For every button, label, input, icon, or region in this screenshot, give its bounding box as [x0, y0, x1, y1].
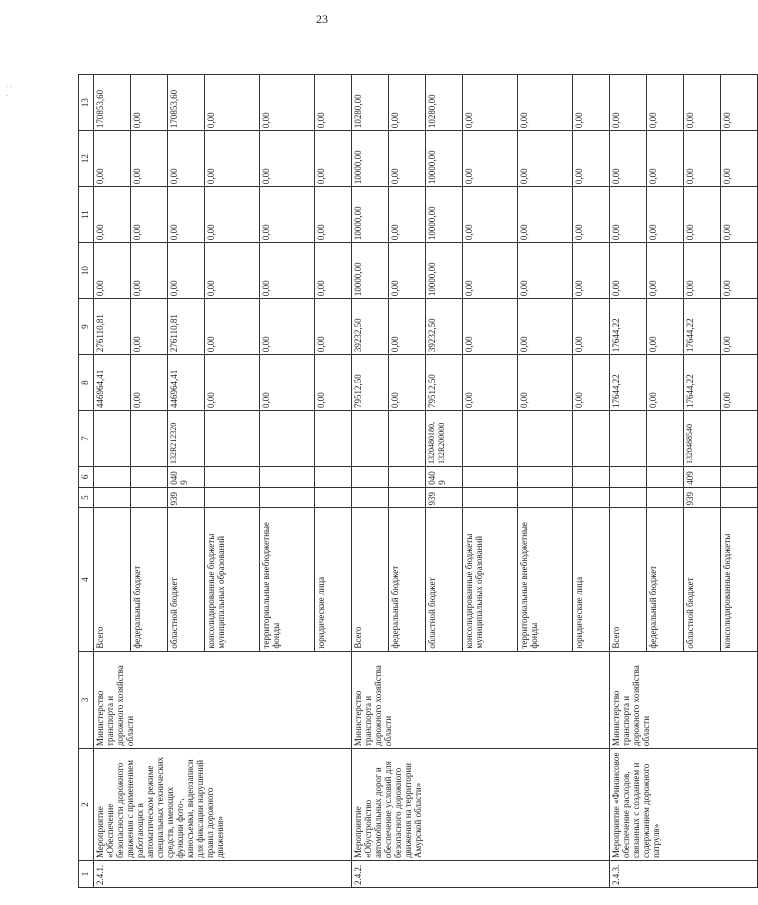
value-c9: 0,00 [721, 299, 758, 355]
value-c8: 0,00 [389, 355, 426, 411]
scan-artifact: . . . [6, 80, 12, 98]
value-c13: 0,00 [205, 75, 260, 131]
measure-number: 2.4.3. [610, 861, 758, 888]
value-c11: 0,00 [94, 187, 131, 243]
value-c6 [131, 467, 168, 488]
measure-executor: Министерство транспорта и дорожного хозяйства области [94, 651, 352, 748]
value-c11: 0,00 [518, 187, 573, 243]
funding-source: консолидированные бюджеты муниципальных образований [463, 508, 518, 651]
value-c11: 0,00 [721, 187, 758, 243]
value-c8: 17644,22 [610, 355, 647, 411]
value-c10: 0,00 [205, 243, 260, 299]
value-c12: 0,00 [573, 131, 610, 187]
value-c6 [352, 467, 389, 488]
value-c8: 446964,41 [94, 355, 131, 411]
table-row [610, 75, 647, 888]
value-c12: 0,00 [610, 131, 647, 187]
value-c8: 79512,50 [352, 355, 389, 411]
value-c5 [260, 487, 315, 508]
value-c8: 0,00 [463, 355, 518, 411]
value-c11: 10000,00 [426, 187, 463, 243]
value-c13: 0,00 [610, 75, 647, 131]
page-number: 23 [316, 12, 328, 26]
value-c11: 0,00 [647, 187, 684, 243]
value-c13: 0,00 [721, 75, 758, 131]
value-c8: 0,00 [647, 355, 684, 411]
value-c7 [721, 411, 758, 467]
measure-name: Мероприятие «Финансовое обеспечение расходов, связанных с созданием и содержанием дорожного патруля» [610, 749, 758, 861]
column-number-11: 11 [79, 187, 94, 243]
value-c7 [518, 411, 573, 467]
value-c6 [573, 467, 610, 488]
funding-source: Всего [352, 508, 389, 651]
value-c11: 0,00 [131, 187, 168, 243]
value-c13: 0,00 [684, 75, 721, 131]
value-c10: 0,00 [389, 243, 426, 299]
value-c9: 0,00 [518, 299, 573, 355]
value-c12: 0,00 [168, 131, 205, 187]
value-c7 [610, 411, 647, 467]
funding-source: консолидированные бюджеты [721, 508, 758, 651]
value-c9: 17644,22 [684, 299, 721, 355]
value-c5 [647, 487, 684, 508]
value-c13: 0,00 [315, 75, 352, 131]
value-c13: 170853,60 [168, 75, 205, 131]
value-c7 [352, 411, 389, 467]
value-c7 [131, 411, 168, 467]
value-c6: 0409 [426, 467, 463, 488]
value-c7 [463, 411, 518, 467]
value-c11: 0,00 [168, 187, 205, 243]
value-c6: 0409 [168, 467, 205, 488]
value-c12: 10000,00 [426, 131, 463, 187]
column-number-3: 3 [79, 651, 94, 748]
table-row [94, 75, 131, 888]
value-c5 [610, 487, 647, 508]
value-c10: 0,00 [315, 243, 352, 299]
funding-source: юридические лица [573, 508, 610, 651]
funding-source: областной бюджет [168, 508, 205, 651]
value-c9: 0,00 [131, 299, 168, 355]
funding-source: юридические лица [315, 508, 352, 651]
value-c6 [463, 467, 518, 488]
value-c9: 0,00 [260, 299, 315, 355]
value-c5 [315, 487, 352, 508]
value-c13: 170853,60 [94, 75, 131, 131]
measure-executor: Министерство транспорта и дорожного хозяйства области [610, 651, 758, 748]
value-c5 [573, 487, 610, 508]
value-c10: 0,00 [721, 243, 758, 299]
value-c11: 0,00 [573, 187, 610, 243]
column-number-8: 8 [79, 355, 94, 411]
value-c12: 10000,00 [352, 131, 389, 187]
value-c9: 17644,22 [610, 299, 647, 355]
value-c8: 0,00 [205, 355, 260, 411]
value-c6 [389, 467, 426, 488]
value-c8: 446964,41 [168, 355, 205, 411]
value-c13: 0,00 [518, 75, 573, 131]
value-c7 [260, 411, 315, 467]
value-c12: 0,00 [647, 131, 684, 187]
column-number-13: 13 [79, 75, 94, 131]
value-c6: 409 [684, 467, 721, 488]
value-c8: 79512,50 [426, 355, 463, 411]
value-c12: 0,00 [721, 131, 758, 187]
value-c13: 10280,00 [426, 75, 463, 131]
value-c6 [647, 467, 684, 488]
value-c8: 0,00 [260, 355, 315, 411]
value-c8: 0,00 [573, 355, 610, 411]
value-c10: 0,00 [647, 243, 684, 299]
value-c9: 276110,81 [168, 299, 205, 355]
value-c5 [205, 487, 260, 508]
value-c11: 0,00 [205, 187, 260, 243]
value-c7 [205, 411, 260, 467]
value-c7: 1320480180, 132R200000 [426, 411, 463, 467]
value-c5 [352, 487, 389, 508]
value-c13: 10280,00 [352, 75, 389, 131]
header-row [79, 75, 94, 888]
value-c5: 939 [426, 487, 463, 508]
value-c7 [389, 411, 426, 467]
value-c10: 0,00 [610, 243, 647, 299]
column-number-2: 2 [79, 749, 94, 861]
funding-source: федеральный бюджет [389, 508, 426, 651]
measure-executor: Министерство транспорта и дорожного хозяйства области [352, 651, 610, 748]
value-c7 [573, 411, 610, 467]
column-number-7: 7 [79, 411, 94, 467]
value-c12: 0,00 [131, 131, 168, 187]
value-c11: 0,00 [315, 187, 352, 243]
value-c9: 39232,50 [426, 299, 463, 355]
value-c12: 0,00 [518, 131, 573, 187]
value-c11: 0,00 [260, 187, 315, 243]
value-c13: 0,00 [463, 75, 518, 131]
value-c5 [131, 487, 168, 508]
value-c6 [315, 467, 352, 488]
value-c10: 10000,00 [426, 243, 463, 299]
measure-number: 2.4.2. [352, 861, 610, 888]
value-c5: 939 [168, 487, 205, 508]
value-c9: 0,00 [647, 299, 684, 355]
value-c13: 0,00 [131, 75, 168, 131]
value-c12: 0,00 [463, 131, 518, 187]
value-c13: 0,00 [647, 75, 684, 131]
value-c9: 0,00 [205, 299, 260, 355]
funding-source: областной бюджет [684, 508, 721, 651]
value-c6 [94, 467, 131, 488]
value-c13: 0,00 [573, 75, 610, 131]
value-c7 [315, 411, 352, 467]
value-c10: 0,00 [131, 243, 168, 299]
value-c12: 0,00 [315, 131, 352, 187]
column-number-9: 9 [79, 299, 94, 355]
value-c7: 132R212320 [168, 411, 205, 467]
column-number-5: 5 [79, 487, 94, 508]
funding-source: Всего [94, 508, 131, 651]
column-number-4: 4 [79, 508, 94, 651]
value-c7: 1320488540 [684, 411, 721, 467]
measure-name: Мероприятие «Обеспечение безопасности дорожного движения с применением работающих в автоматическом режиме специальных технических средств, имеющих функции фото-, киносъемки, видеозаписи для фиксации нарушений правил дорожного движения» [94, 749, 352, 861]
value-c10: 0,00 [94, 243, 131, 299]
measure-number: 2.4.1. [94, 861, 352, 888]
value-c6 [205, 467, 260, 488]
value-c12: 0,00 [389, 131, 426, 187]
value-c12: 0,00 [205, 131, 260, 187]
value-c10: 10000,00 [352, 243, 389, 299]
column-number-12: 12 [79, 131, 94, 187]
value-c13: 0,00 [389, 75, 426, 131]
value-c12: 0,00 [684, 131, 721, 187]
value-c10: 0,00 [684, 243, 721, 299]
column-number-6: 6 [79, 467, 94, 488]
value-c5 [389, 487, 426, 508]
value-c8: 0,00 [518, 355, 573, 411]
value-c10: 0,00 [518, 243, 573, 299]
budget-table [78, 74, 758, 888]
value-c5 [721, 487, 758, 508]
column-number-1: 1 [79, 861, 94, 888]
value-c8: 0,00 [131, 355, 168, 411]
funding-source: Всего [610, 508, 647, 651]
value-c10: 0,00 [260, 243, 315, 299]
value-c10: 0,00 [573, 243, 610, 299]
value-c5 [94, 487, 131, 508]
value-c8: 0,00 [721, 355, 758, 411]
value-c6 [721, 467, 758, 488]
funding-source: территориальные внебюджетные фонды [518, 508, 573, 651]
budget-table-rotated [78, 74, 732, 888]
funding-source: федеральный бюджет [647, 508, 684, 651]
value-c5 [518, 487, 573, 508]
value-c9: 0,00 [389, 299, 426, 355]
column-number-10: 10 [79, 243, 94, 299]
value-c9: 0,00 [573, 299, 610, 355]
funding-source: территориальные внебюджетные фонды [260, 508, 315, 651]
value-c9: 276110,81 [94, 299, 131, 355]
value-c11: 0,00 [389, 187, 426, 243]
value-c11: 10000,00 [352, 187, 389, 243]
funding-source: консолидированные бюджеты муниципальных образований [205, 508, 260, 651]
value-c9: 39232,50 [352, 299, 389, 355]
value-c8: 0,00 [315, 355, 352, 411]
value-c6 [260, 467, 315, 488]
value-c7 [647, 411, 684, 467]
value-c11: 0,00 [610, 187, 647, 243]
measure-name: Мероприятие «Обустройство автомобильных дорог и обеспечение условий для безопасного дорожного движения на территории Амурской области» [352, 749, 610, 861]
value-c9: 0,00 [315, 299, 352, 355]
value-c5: 939 [684, 487, 721, 508]
value-c6 [610, 467, 647, 488]
value-c12: 0,00 [260, 131, 315, 187]
value-c8: 17644,22 [684, 355, 721, 411]
funding-source: федеральный бюджет [131, 508, 168, 651]
value-c10: 0,00 [168, 243, 205, 299]
value-c7 [94, 411, 131, 467]
value-c13: 0,00 [260, 75, 315, 131]
value-c10: 0,00 [463, 243, 518, 299]
table-row [352, 75, 389, 888]
value-c12: 0,00 [94, 131, 131, 187]
value-c11: 0,00 [684, 187, 721, 243]
value-c5 [463, 487, 518, 508]
value-c11: 0,00 [463, 187, 518, 243]
value-c9: 0,00 [463, 299, 518, 355]
funding-source: областной бюджет [426, 508, 463, 651]
value-c6 [518, 467, 573, 488]
